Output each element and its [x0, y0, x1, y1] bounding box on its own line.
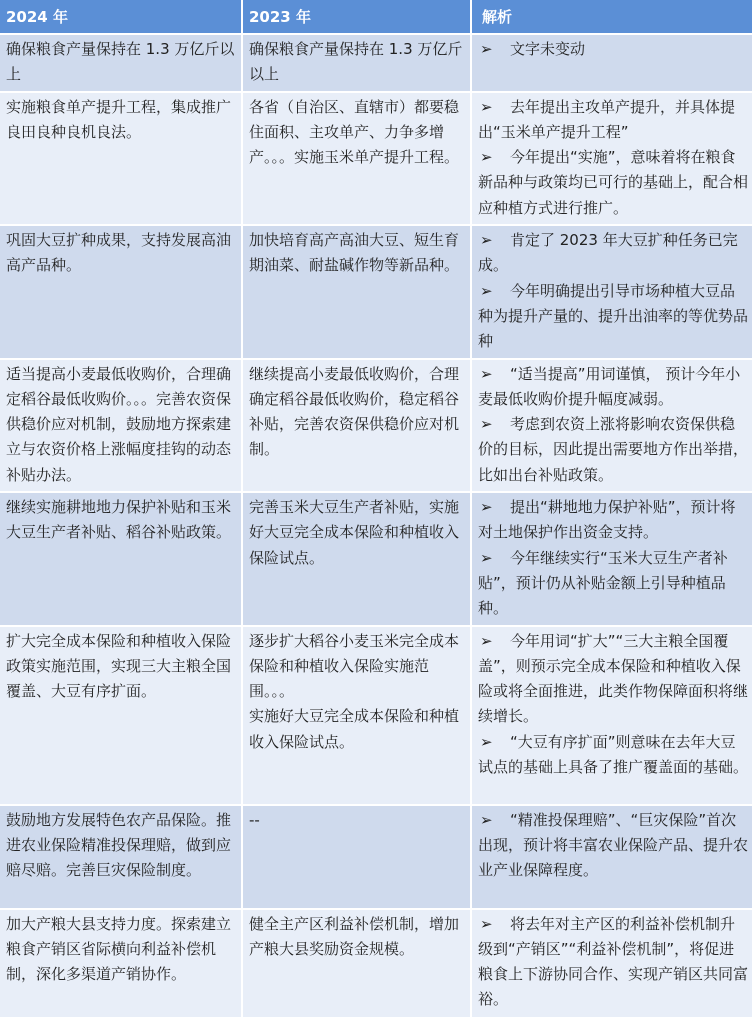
- cell-2023: 继续提高小麦最低收购价，合理确定稻谷最低收购价，稳定稻谷补贴，完善农资保供稳价应对机制。: [242, 359, 471, 492]
- analysis-text: 去年提出主攻单产提升，并具体提出“玉米单产提升工程”: [478, 97, 736, 141]
- cell-2023-text: 逐步扩大稻谷小麦玉米完全成本保险和种植收入保险实施范围。。。: [249, 631, 460, 701]
- arrow-bullet-icon: ➢: [480, 914, 493, 933]
- analysis-text: 今年提出“实施”，意味着将在粮食新品种与政策均已可行的基础上，配合相应种植方式进行推广。: [478, 148, 749, 217]
- analysis-text: 文字未变动: [510, 40, 586, 58]
- arrow-bullet-icon: ➢: [480, 732, 493, 751]
- table-header-row: [0, 0, 753, 34]
- analysis-bullet: [478, 629, 748, 730]
- cell-analysis: [471, 909, 753, 1018]
- analysis-bullet: [478, 412, 748, 488]
- cell-2024: 扩大完全成本保险和种植收入保险政策实施范围，实现三大主粮全国覆盖、大豆有序扩面。: [0, 626, 242, 805]
- analysis-text: 今年继续实行“玉米大豆生产者补贴”，预计仍从补贴金额上引导种植品种。: [478, 548, 728, 618]
- cell-2023: 健全主产区利益补偿机制，增加产粮大县奖励资金规模。: [242, 909, 471, 1018]
- arrow-bullet-icon: ➢: [480, 415, 493, 434]
- cell-2023: 确保粮食产量保持在 1.3 万亿斤以上: [242, 34, 471, 92]
- analysis-bullet: [478, 362, 748, 413]
- cell-2024: 适当提高小麦最低收购价，合理确定稻谷最低收购价。。。完善农资保供稳价应对机制，鼓励地方探索建立与农资价格上涨幅度挂钩的动态补贴办法。: [0, 359, 242, 492]
- analysis-bullet: [478, 145, 748, 221]
- cell-2024: 继续实施耕地地力保护补贴和玉米大豆生产者补贴、稻谷补贴政策。: [0, 492, 242, 625]
- cell-2023: 各省（自治区、直辖市）都要稳住面积、主攻单产、力争多增产。。。实施玉米单产提升工程。: [242, 92, 471, 225]
- arrow-bullet-icon: ➢: [480, 548, 493, 567]
- analysis-text: 提出“耕地地力保护补贴”，预计将对土地保护作出资金支持。: [478, 498, 736, 542]
- cell-2024: 实施粮食单产提升工程，集成推广良田良种良机良法。: [0, 92, 242, 225]
- cell-analysis: [471, 92, 753, 225]
- analysis-text: 今年明确提出引导市场种植大豆品种为提升产量的、提升出油率的等优势品种: [478, 281, 749, 351]
- cell-2023: 加快培育高产高油大豆、短生育期油菜、耐盐碱作物等新品种。: [242, 225, 471, 358]
- cell-analysis: [471, 492, 753, 625]
- cell-2024: 巩固大豆扩种成果，支持发展高油高产品种。: [0, 225, 242, 358]
- cell-2023-extra: 实施好大豆完全成本保险和种植收入保险试点。: [249, 707, 460, 751]
- analysis-bullet: [478, 730, 748, 781]
- cell-analysis: [471, 805, 753, 909]
- analysis-bullet: [478, 37, 748, 62]
- cell-analysis: [471, 34, 753, 92]
- cell-analysis: [471, 359, 753, 492]
- header-2023: 2023 年: [242, 0, 471, 34]
- header-2024: 2024 年: [0, 0, 242, 34]
- analysis-text: “精准投保理赔”、“巨灾保险”首次出现，预计将丰富农业保险产品、提升农业产业保障程度。: [478, 810, 749, 880]
- cell-2023: 完善玉米大豆生产者补贴，实施好大豆完全成本保险和种植收入保险试点。: [242, 492, 471, 625]
- table-row: [0, 92, 753, 225]
- arrow-bullet-icon: ➢: [480, 148, 493, 167]
- cell-analysis: [471, 225, 753, 358]
- analysis-bullet: [478, 808, 748, 884]
- table-row: [0, 909, 753, 1018]
- arrow-bullet-icon: ➢: [480, 97, 493, 116]
- cell-2023: --: [242, 805, 471, 909]
- cell-2024: 鼓励地方发展特色农产品保险。推进农业保险精准投保理赔，做到应赔尽赔。完善巨灾保险制度。: [0, 805, 242, 909]
- arrow-bullet-icon: ➢: [480, 281, 493, 300]
- analysis-bullet: [478, 546, 748, 622]
- table-row: [0, 805, 753, 909]
- cell-2024: 确保粮食产量保持在 1.3 万亿斤以上: [0, 34, 242, 92]
- analysis-text: 将去年对主产区的利益补偿机制升级到“产销区”“利益补偿机制”，将促进粮食上下游协同合作、实现产销区共同富裕。: [478, 914, 749, 1009]
- arrow-bullet-icon: ➢: [480, 231, 493, 250]
- header-analysis: 解析: [471, 0, 753, 34]
- analysis-text: “适当提高”用词谨慎， 预计今年小麦最低收购价提升幅度减弱。: [478, 364, 741, 408]
- cell-analysis: [471, 626, 753, 805]
- analysis-bullet: [478, 912, 748, 1013]
- analysis-text: 今年用词“扩大”“三大主粮全国覆盖”，则预示完全成本保险和种植收入保险或将全面推进，此类作物保障面积将继续增长。: [478, 631, 749, 726]
- arrow-bullet-icon: ➢: [480, 498, 493, 517]
- analysis-bullet: [478, 228, 748, 279]
- table-row: [0, 359, 753, 492]
- arrow-bullet-icon: ➢: [480, 364, 493, 383]
- table-row: [0, 34, 753, 92]
- table-row: [0, 626, 753, 805]
- analysis-text: 肯定了 2023 年大豆扩种任务已完成。: [478, 231, 738, 275]
- analysis-text: 考虑到农资上涨将影响农资保供稳价的目标，因此提出需要地方作出举措，比如出台补贴政策。: [478, 415, 749, 484]
- cell-2023: [242, 626, 471, 805]
- table-row: [0, 225, 753, 358]
- table-row: [0, 492, 753, 625]
- cell-2024: 加大产粮大县支持力度。探索建立粮食产销区省际横向利益补偿机制，深化多渠道产销协作。: [0, 909, 242, 1018]
- arrow-bullet-icon: ➢: [480, 40, 493, 58]
- analysis-bullet: [478, 95, 748, 146]
- arrow-bullet-icon: ➢: [480, 810, 493, 829]
- analysis-bullet: [478, 495, 748, 546]
- analysis-text: “大豆有序扩面”则意味在去年大豆试点的基础上具备了推广覆盖面的基础。: [478, 732, 749, 777]
- analysis-bullet: [478, 279, 748, 355]
- arrow-bullet-icon: ➢: [480, 631, 493, 650]
